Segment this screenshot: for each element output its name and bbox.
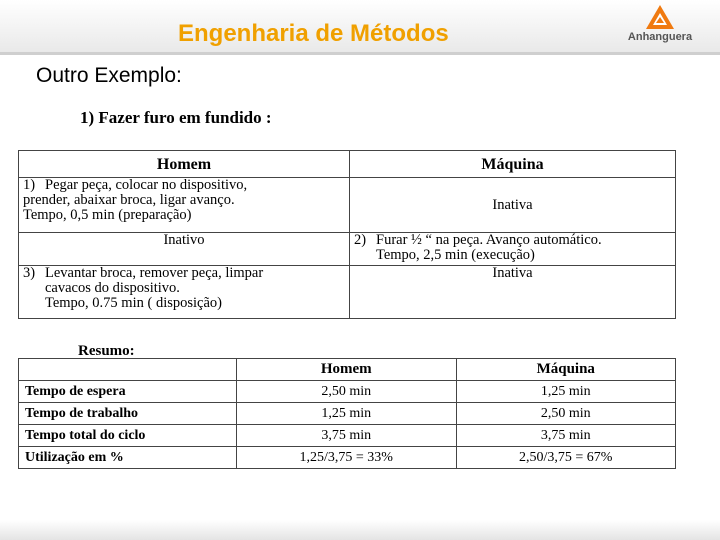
cell-homem-step2: Inativo [19,233,350,266]
cell-maquina-step3: Inativa [350,266,676,319]
value-homem: 3,75 min [237,425,457,447]
resumo-header-maquina: Máquina [456,359,676,381]
step2-line1: Furar ½ “ na peça. Avanço automático. [376,232,602,248]
step3-line2: cavacos do dispositivo. [45,280,180,296]
footer-bar [0,520,720,540]
step3-line3: Tempo, 0.75 min ( disposição) [45,295,222,311]
value-maquina: 3,75 min [456,425,676,447]
value-homem: 1,25/3,75 = 33% [237,447,457,469]
step-number: 1) [23,177,36,193]
activity-table [18,150,676,319]
resumo-header-blank [19,359,237,381]
table-row [19,233,676,266]
resumo-label: Resumo: [78,343,135,359]
logo-text: Anhanguera [627,31,693,43]
slide-title: Engenharia de Métodos [178,20,449,47]
value-maquina: 1,25 min [456,381,676,403]
value-homem: 1,25 min [237,403,457,425]
step1-line1: Pegar peça, colocar no dispositivo, [45,177,248,193]
value-maquina: 2,50 min [456,403,676,425]
table-row [19,447,676,469]
brand-logo [620,4,700,48]
value-homem: 2,50 min [237,381,457,403]
row-label: Tempo total do ciclo [19,425,237,447]
table-row [19,381,676,403]
table-row [19,266,676,319]
resumo-table [18,358,676,469]
table-row [19,178,676,233]
resumo-header-row [19,359,676,381]
anhanguera-triangle-logo-icon [645,4,675,30]
step-number: 3) [23,265,36,281]
step1-line2: prender, abaixar broca, ligar avanço. [23,192,235,208]
table-row [19,403,676,425]
row-label: Utilização em % [19,447,237,469]
cell-maquina-step1: Inativa [350,178,676,233]
step2-line2: Tempo, 2,5 min (execução) [376,247,535,263]
step3-line1: Levantar broca, remover peça, limpar [45,265,264,281]
step1-line3: Tempo, 0,5 min (preparação) [23,207,192,223]
resumo-header-homem: Homem [237,359,457,381]
cell-homem-step1 [19,178,350,233]
header-divider [0,52,720,55]
step-number: 2) [354,232,367,248]
table-row [19,425,676,447]
document-heading: 1) Fazer furo em fundido : [80,108,272,127]
row-label: Tempo de espera [19,381,237,403]
cell-maquina-step2 [350,233,676,266]
column-header-homem: Homem [19,151,350,178]
column-header-maquina: Máquina [350,151,676,178]
row-label: Tempo de trabalho [19,403,237,425]
value-maquina: 2,50/3,75 = 67% [456,447,676,469]
cell-homem-step3 [19,266,350,319]
slide-subtitle: Outro Exemplo: [36,64,182,87]
